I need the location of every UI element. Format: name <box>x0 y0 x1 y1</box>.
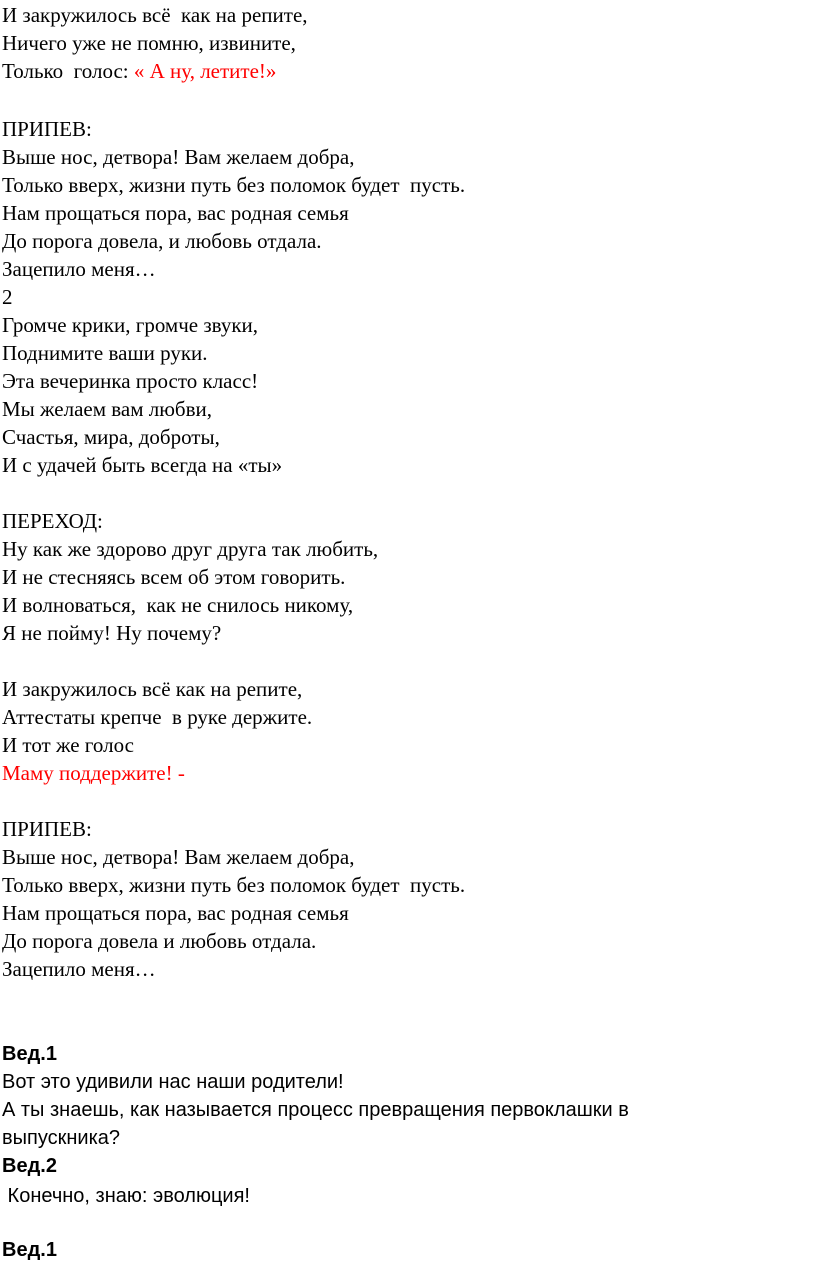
speaker-label: Вед.1 <box>2 1043 57 1065</box>
lyric-line: Нам прощаться пора, вас родная семья <box>2 901 349 925</box>
section-heading-chorus: ПРИПЕВ: <box>2 817 92 841</box>
lyric-line: Ну как же здорово друг друга так любить, <box>2 537 379 561</box>
lyric-line: Эта вечеринка просто класс! <box>2 369 259 393</box>
dialogue-line: Вот это удивили нас наши родители! <box>2 1071 344 1093</box>
lyric-line: Я не пойму! Ну почему? <box>2 621 222 645</box>
lyric-line: Выше нос, детвора! Вам желаем добра, <box>2 145 355 169</box>
lyric-line: И волноваться, как не снилось никому, <box>2 593 354 617</box>
lyric-line: И с удачей быть всегда на «ты» <box>2 453 283 477</box>
lyric-line: Зацепило меня… <box>2 957 156 981</box>
lyric-line: До порога довела, и любовь отдала. <box>2 229 322 253</box>
lyric-line: Нам прощаться пора, вас родная семья <box>2 201 349 225</box>
lyric-line: Зацепило меня… <box>2 257 156 281</box>
dialogue-line: выпускника? <box>2 1127 121 1149</box>
lyric-line: Аттестаты крепче в руке держите. <box>2 705 313 729</box>
speaker-label: Вед.1 <box>2 1239 57 1261</box>
dialogue-line: Конечно, знаю: эволюция! <box>2 1185 250 1207</box>
section-heading-bridge: ПЕРЕХОД: <box>2 509 103 533</box>
lyric-line: Выше нос, детвора! Вам желаем добра, <box>2 845 355 869</box>
lyric-line: Поднимите ваши руки. <box>2 341 208 365</box>
lyric-text: Только голос: <box>2 59 134 83</box>
verse-number: 2 <box>2 285 13 309</box>
lyric-line-with-quote <box>2 57 276 85</box>
lyric-line: Только вверх, жизни путь без поломок будет пусть. <box>2 173 466 197</box>
lyric-line: И не стесняясь всем об этом говорить. <box>2 565 346 589</box>
lyric-line: Громче крики, громче звуки, <box>2 313 259 337</box>
lyric-line: И закружилось всё как на репите, <box>2 677 303 701</box>
lyric-line: И закружилось всё как на репите, <box>2 3 308 27</box>
lyric-line: Ничего уже не помню, извините, <box>2 31 296 55</box>
lyric-line: Счастья, мира, доброты, <box>2 425 220 449</box>
section-heading-chorus: ПРИПЕВ: <box>2 117 92 141</box>
highlighted-quote: « А ну, летите!» <box>133 59 277 83</box>
lyric-line: До порога довела и любовь отдала. <box>2 929 317 953</box>
highlighted-lyric-line: Маму поддержите! - <box>2 761 185 785</box>
lyric-line: И тот же голос <box>2 733 134 757</box>
lyric-line: Мы желаем вам любви, <box>2 397 212 421</box>
lyric-line: Только вверх, жизни путь без поломок будет пусть. <box>2 873 466 897</box>
speaker-label: Вед.2 <box>2 1155 57 1177</box>
dialogue-line: А ты знаешь, как называется процесс превращения первоклашки в <box>2 1099 629 1121</box>
